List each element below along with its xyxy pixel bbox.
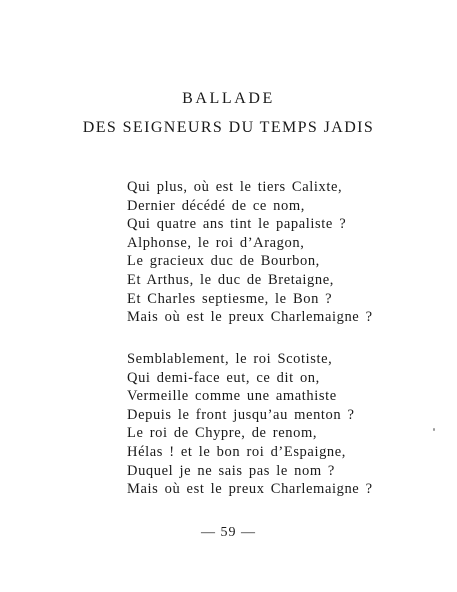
stanza-1 — [127, 178, 373, 327]
verse-line: Alphonse, le roi d’Aragon, — [127, 234, 305, 251]
paper-speck — [433, 428, 435, 431]
ballade-subtitle: DES SEIGNEURS DU TEMPS JADIS — [82, 119, 375, 136]
verse-line: Et Arthus, le duc de Bretaigne, — [127, 271, 334, 288]
verse-line: Hélas ! et le bon roi d’Espaigne, — [127, 443, 347, 460]
verse-line: Depuis le front jusqu’au menton ? — [127, 406, 355, 423]
verse-line: Le roi de Chypre, de renom, — [127, 425, 318, 442]
verse-line: Qui quatre ans tint le papaliste ? — [127, 216, 347, 233]
verse-line: Qui plus, où est le tiers Calixte, — [127, 179, 343, 195]
verse-line: Semblablement, le roi Scotiste, — [127, 351, 333, 367]
verse-line: Dernier décédé de ce nom, — [127, 197, 305, 214]
page-number: — 59 — — [201, 525, 256, 540]
verse-line: Vermeille comme une amathiste — [127, 388, 337, 405]
verse-line: Duquel je ne sais pas le nom ? — [127, 462, 335, 479]
ballade-title: BALLADE — [182, 90, 275, 107]
verse-line: Qui demi-face eut, ce dit on, — [127, 369, 320, 386]
verse-line: Et Charles septiesme, le Bon ? — [127, 290, 333, 307]
verse-line: Le gracieux duc de Bourbon, — [127, 253, 320, 270]
stanza-2 — [127, 350, 373, 499]
refrain-line: Mais où est le preux Charlemaigne ? — [127, 309, 373, 326]
refrain-line: Mais où est le preux Charlemaigne ? — [127, 481, 373, 498]
